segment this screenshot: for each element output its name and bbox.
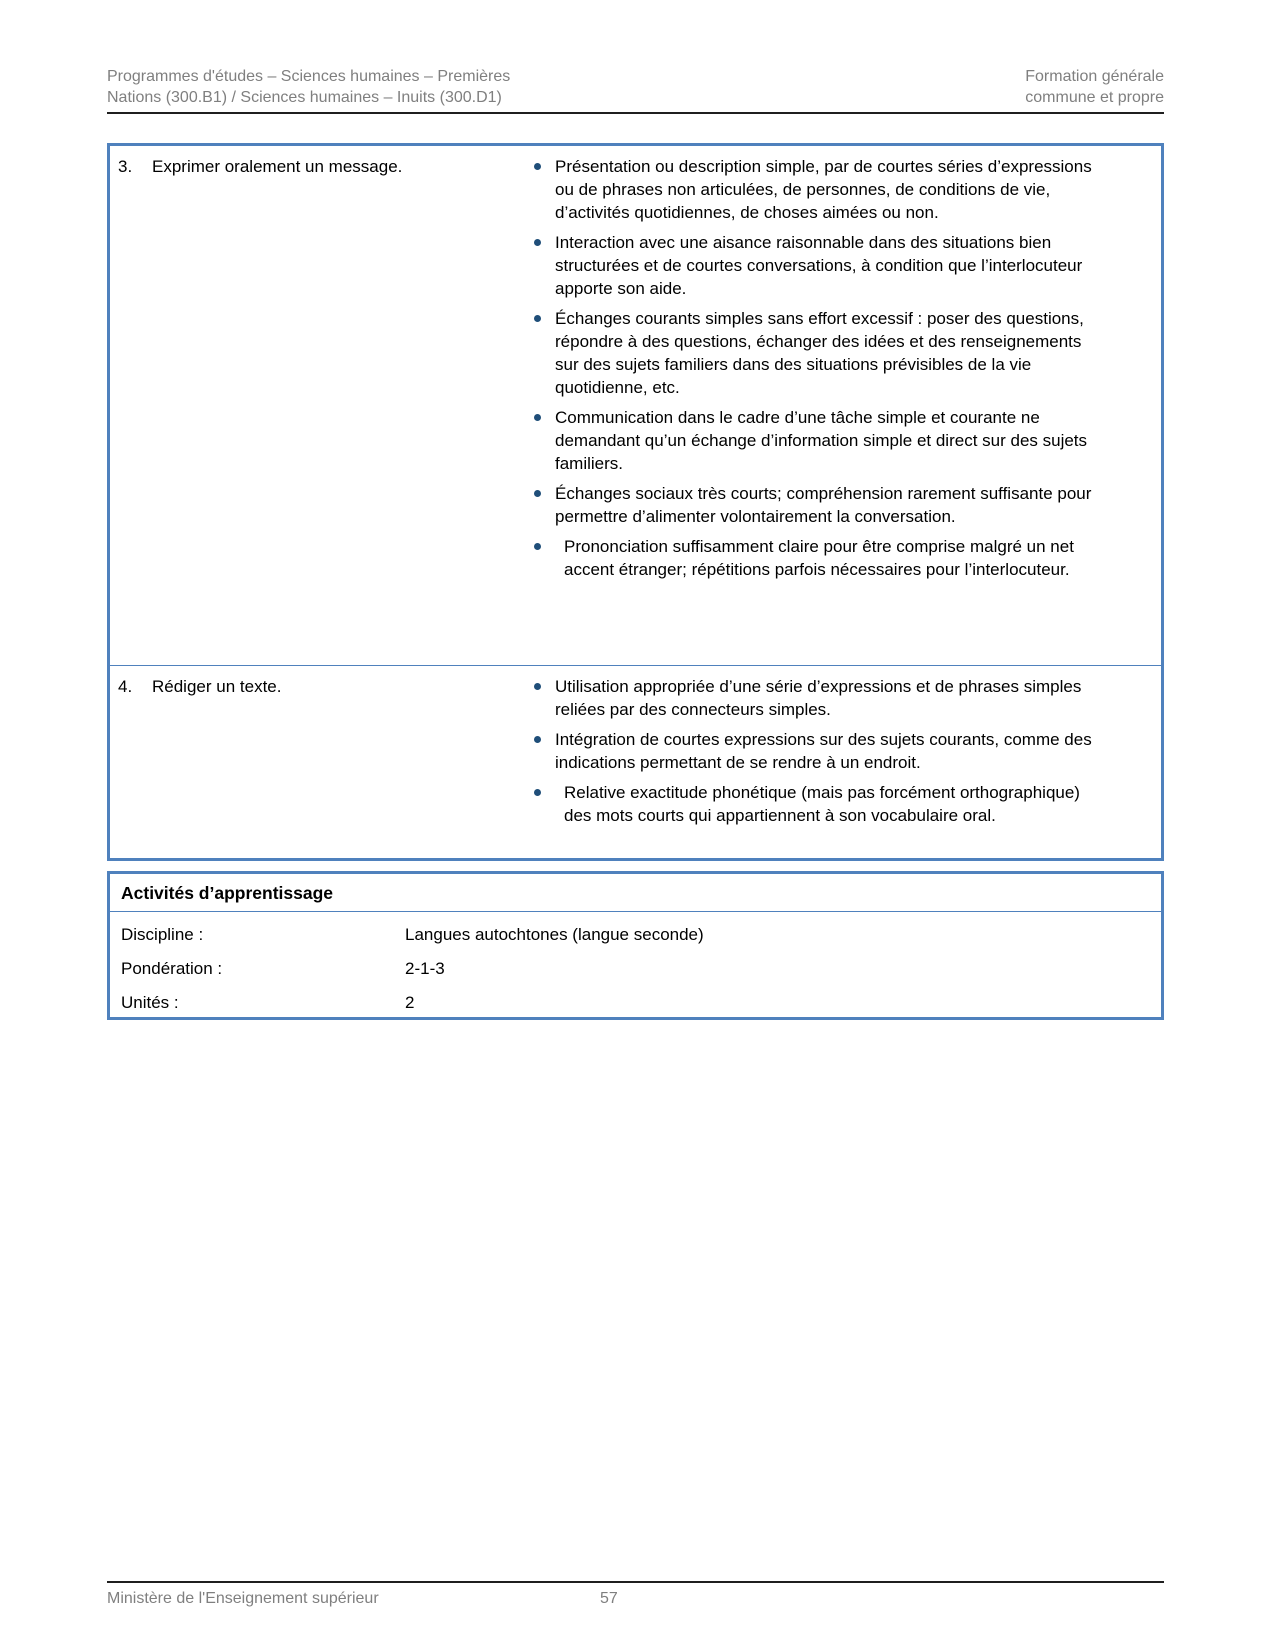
- criterion-text: Interaction avec une aisance raisonnable dans des situations bien structurées et de courtes conversations, à condition que l’interlocuteur apporte son aide.: [555, 233, 1083, 298]
- header-left-block: [107, 66, 510, 108]
- page-header: [107, 66, 1164, 114]
- header-right-block: [1025, 66, 1164, 108]
- activity-value: 2-1-3: [405, 959, 445, 978]
- activity-label: Pondération :: [121, 959, 223, 978]
- criteria-cell: [513, 146, 1161, 665]
- objective-label: Rédiger un texte.: [152, 677, 282, 696]
- bullet-icon: [534, 163, 541, 170]
- bullet-icon: [534, 239, 541, 246]
- criterion-text: Intégration de courtes expressions sur des sujets courants, comme des indications permettant de se rendre à un endroit.: [555, 730, 1092, 772]
- objective-number: 4.: [118, 677, 133, 696]
- list-item: [513, 307, 1109, 399]
- footer-ministry: Ministère de l'Enseignement supérieur: [107, 1590, 379, 1607]
- activity-label: Unités :: [121, 993, 179, 1012]
- table-row: [110, 946, 1161, 980]
- bullet-icon: [534, 789, 541, 796]
- bullet-icon: [534, 736, 541, 743]
- criterion-text: Utilisation appropriée d’une série d’expressions et de phrases simples reliées par des connecteurs simples.: [555, 677, 1082, 719]
- objective-cell: [110, 666, 513, 858]
- list-item: [513, 482, 1109, 528]
- activity-label: Discipline :: [121, 925, 204, 944]
- objective-cell: [110, 146, 513, 665]
- header-left-line2: Nations (300.B1) / Sciences humaines – Inuits (300.D1): [107, 89, 502, 106]
- objectives-table: [107, 143, 1164, 861]
- criterion-text: Communication dans le cadre d’une tâche simple et courante ne demandant qu’un échange d’information simple et direct sur des sujets familiers.: [555, 408, 1088, 473]
- header-left-line1: Programmes d'études – Sciences humaines – Premières: [107, 68, 511, 85]
- criterion-text: Relative exactitude phonétique (mais pas forcément orthographique) des mots courts qui appartiennent à son vocabulaire oral.: [564, 783, 1080, 825]
- bullet-icon: [534, 543, 541, 550]
- list-item: [513, 155, 1109, 224]
- list-item: [513, 406, 1109, 475]
- activities-table: [107, 871, 1164, 1020]
- table-row: [110, 146, 1161, 666]
- table-row: [110, 912, 1161, 946]
- table-row: [110, 980, 1161, 1014]
- bullet-icon: [534, 414, 541, 421]
- header-right-line2: commune et propre: [1025, 89, 1164, 106]
- header-right-line1: Formation générale: [1025, 68, 1164, 85]
- page-number: 57: [600, 1590, 618, 1607]
- objective-label: Exprimer oralement un message.: [152, 157, 403, 176]
- activity-value: 2: [405, 993, 415, 1012]
- page-footer: [107, 1581, 1164, 1641]
- criterion-text: Échanges courants simples sans effort excessif : poser des questions, répondre à des questions, échanger des idées et des renseignements sur des sujets familiers dans des situations prévisibles de la vie quotidienne, etc.: [555, 309, 1084, 397]
- activity-value: Langues autochtones (langue seconde): [405, 925, 704, 944]
- criterion-text: Échanges sociaux très courts; compréhension rarement suffisante pour permettre d’alimenter volontairement la conversation.: [555, 484, 1092, 526]
- bullet-icon: [534, 683, 541, 690]
- criteria-cell: [513, 666, 1161, 858]
- objective-number: 3.: [118, 157, 133, 176]
- criterion-text: Prononciation suffisamment claire pour être comprise malgré un net accent étranger; répétitions parfois nécessaires pour l’interlocuteur.: [564, 537, 1074, 579]
- list-item: [513, 728, 1109, 774]
- activities-title: Activités d’apprentissage: [110, 874, 1161, 912]
- list-item: [513, 675, 1109, 721]
- table-row: [110, 666, 1161, 858]
- list-item: [513, 535, 1109, 581]
- list-item: [513, 781, 1109, 827]
- list-item: [513, 231, 1109, 300]
- bullet-icon: [534, 315, 541, 322]
- bullet-icon: [534, 490, 541, 497]
- criterion-text: Présentation ou description simple, par de courtes séries d’expressions ou de phrases non articulées, de personnes, de conditions de vie, d’activités quotidiennes, de choses aimées ou non.: [555, 157, 1092, 222]
